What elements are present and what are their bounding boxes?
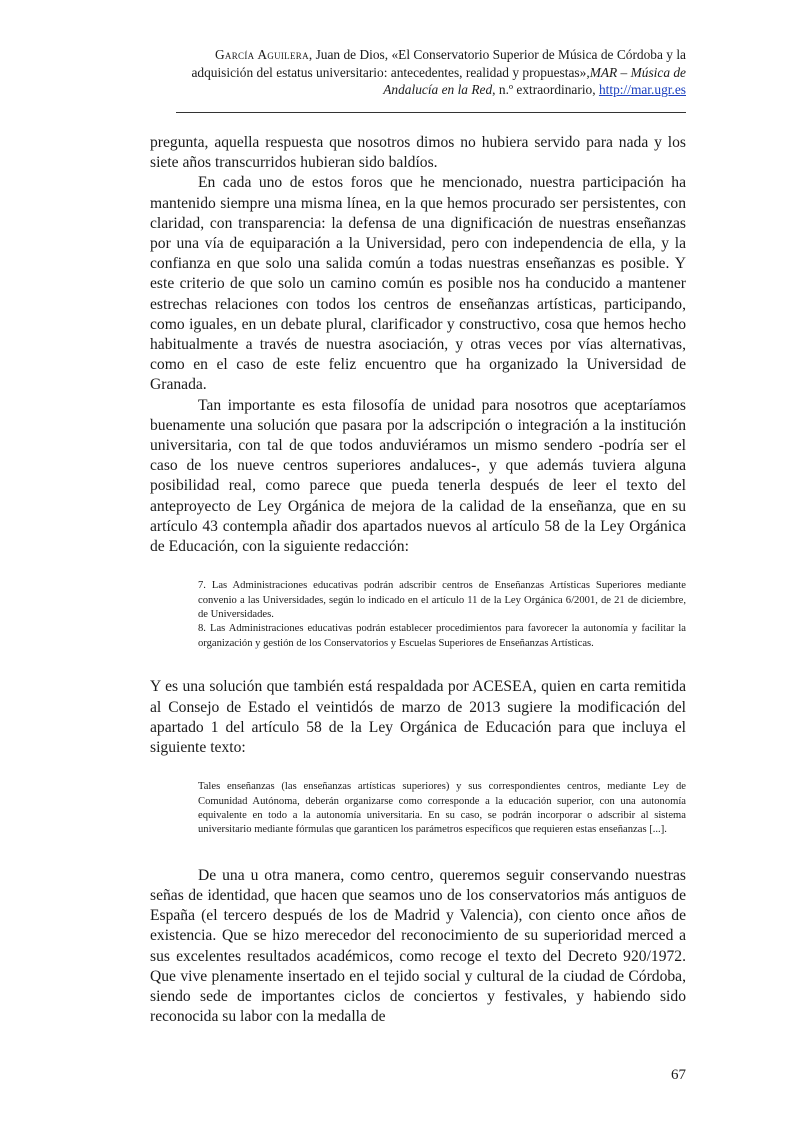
block-quote-2 (198, 780, 686, 838)
paragraph-2: En cada uno de estos foros que he mencionado, nuestra participación ha mantenido siempre una misma línea, en la que hemos procurado ser persistentes, con claridad, con transparencia: la defensa de una dignificación de nuestras enseñanzas por una vía de equiparación a la Universidad, pero con independencia de ella, y la confianza en que solo una salida común a todas nuestras enseñanzas es posible. Y este criterio de que solo un camino común es posible nos ha conducido a mantener estrechas relaciones con todos los centros de enseñanzas artísticas, participando, como iguales, en un debate plural, clarificador y constructivo, cosa que hemos hecho habitualmente a través de nuestra asociación, y otras veces por vías alternativas, como en el caso de este feliz encuentro que ha organizado la Universidad de Granada. (150, 174, 686, 394)
paragraph-1: pregunta, aquella respuesta que nosotros dimos no hubiera servido para nada y los siete años transcurridos hubieran sido baldíos. (150, 134, 686, 172)
header-issue: , n.º extraordinario, (492, 82, 599, 98)
paragraph-4: Y es una solución que también está respaldada por ACESEA, quien en carta remitida al Consejo de Estado el veintidós de marzo de 2013 sugiere la modificación del apartado 1 del artículo 58 de la Ley Orgánica de Educación para que incluya el siguiente texto: (150, 678, 686, 756)
quote-item-8: 8. Las Administraciones educativas podrán establecer procedimientos para favorecer la autonomía y facilitar la organización y gestión de los Conservatorios y Escuelas Superiores de Enseñanzas Artísticas. (198, 623, 686, 649)
header-citation: , Juan de Dios, «El Conservatorio Superior de Música de Córdoba y la adquisición del estatus universitario: antecedentes, realidad y propuestas», (191, 47, 686, 80)
header-journal: MAR – Música de Andalucía en la Red (383, 64, 686, 98)
paragraph-5: De una u otra manera, como centro, queremos seguir conservando nuestras señas de identidad, que hacen que seamos uno de los conservatorios más antiguos de España (el tercero después de los de Madrid y Valencia), con ciento once años de existencia. Que se hizo merecedor del reconocimiento de su superioridad merced a sus excelentes resultados académicos, como recoge el texto del Decreto 920/1972. Que vive plenamente insertado en el tejido social y cultural de la ciudad de Córdoba, siendo sede de importantes ciclos de conciertos y festivales, y habiendo sido reconocida su labor con la medalla de (150, 866, 686, 1026)
block-quote-1 (198, 579, 686, 651)
header-rule (176, 112, 686, 113)
quote-2-text: Tales enseñanzas (las enseñanzas artísticas superiores) y sus correspondientes centros, mediante Ley de Comunidad Autónoma, deberán organizarse como corresponde a la educación superior, con una autonomía equivalente en todo a la autonomía universitaria. En su caso, se podrán incorporar o adscribir al sistema universitario mediante fórmulas que garanticen los parámetros específicos que requieren estas enseñanzas [...]. (198, 781, 686, 836)
quote-item-7: 7. Las Administraciones educativas podrán adscribir centros de Enseñanzas Artísticas Superiores mediante convenio a las Universidades, según lo indicado en el artículo 11 de la Ley Orgánica 6/2001, de 21 de diciembre, de Universidades. (198, 580, 686, 621)
body-text (150, 133, 686, 1027)
paragraph-3: Tan importante es esta filosofía de unidad para nosotros que aceptaríamos buenamente una solución que pasara por la adscripción o integración a la institución universitaria, con tal de que todos anduviéramos un mismo sendero -podría ser el caso de los nueve centros superiores andaluces-, y que además tuviera alguna posibilidad real, como parece que pueda tenerla después de leer el texto del anteproyecto de Ley Orgánica de mejora de la calidad de la enseñanza, que en su artículo 43 contempla añadir dos apartados nuevos al artículo 58 de la Ley Orgánica de Educación, con la siguiente redacción: (150, 396, 686, 556)
header-author: García Aguilera (214, 47, 309, 62)
running-header (150, 46, 686, 99)
header-link[interactable]: http://mar.ugr.es (598, 82, 686, 98)
page-number: 67 (671, 1067, 686, 1083)
